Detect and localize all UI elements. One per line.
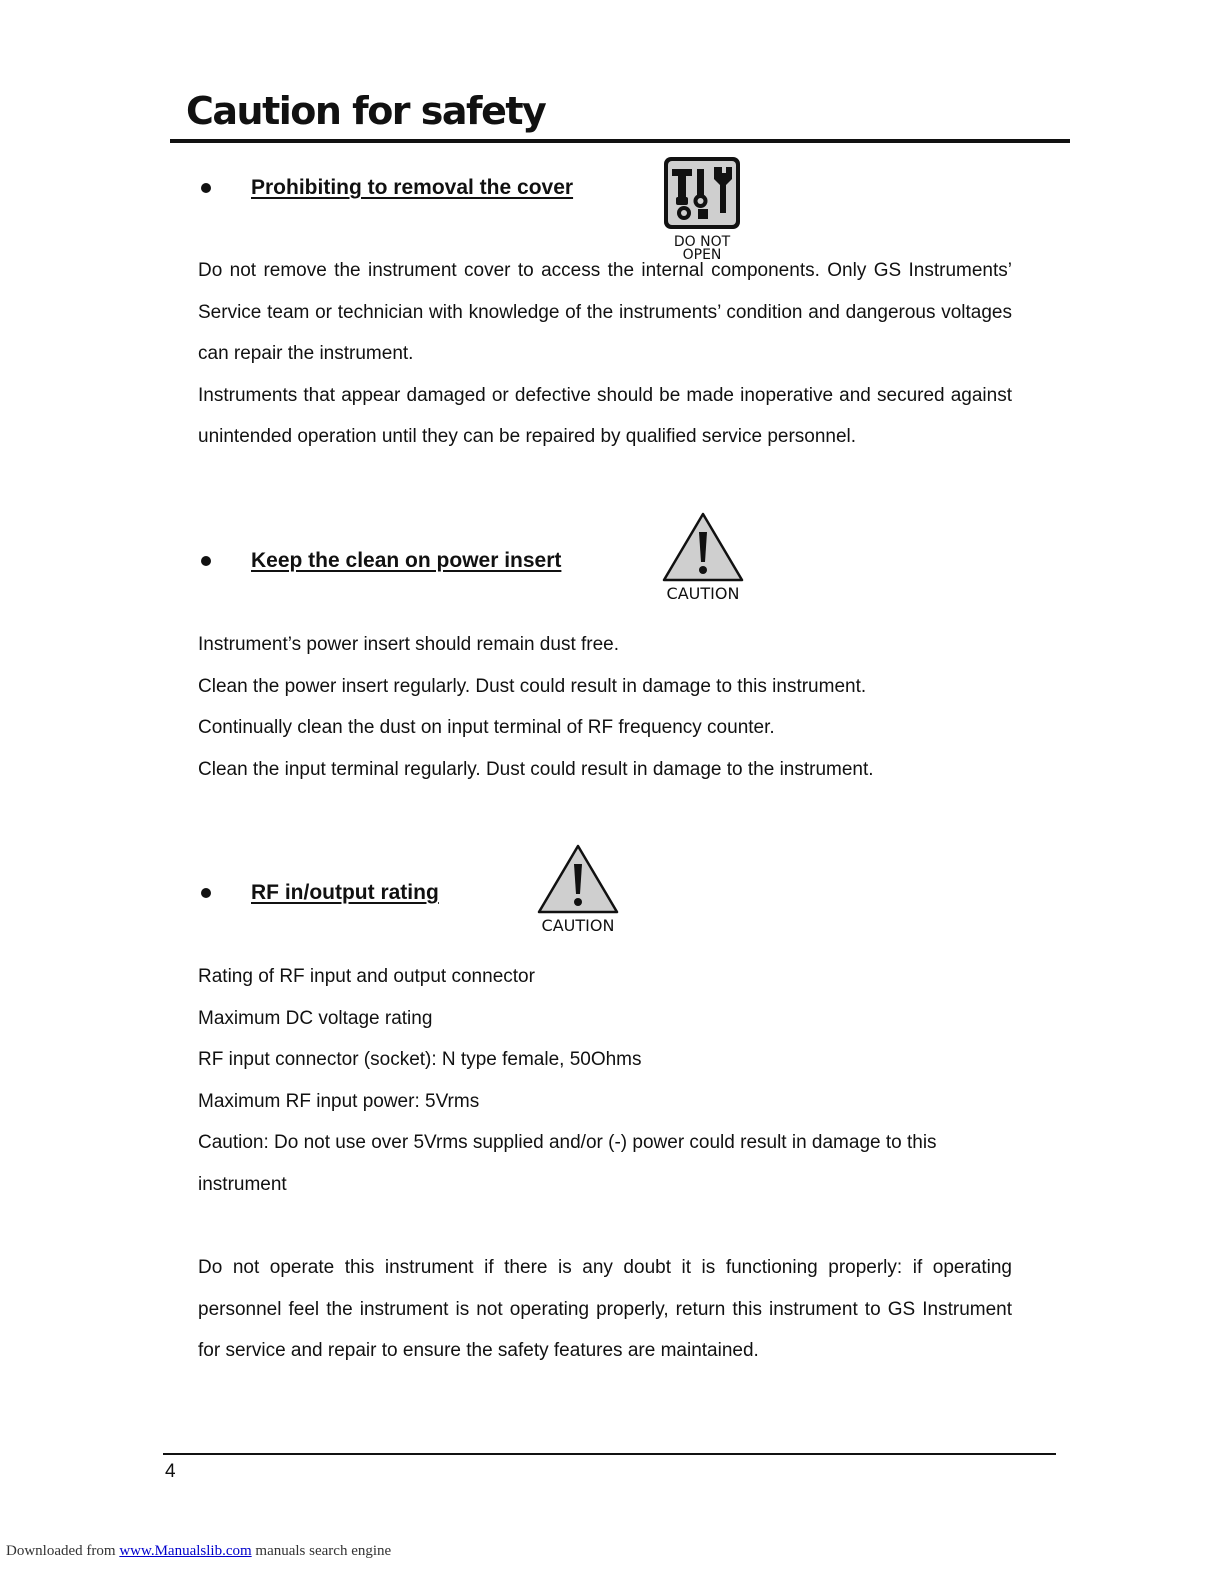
- icon-label-line-2: OPEN: [682, 247, 722, 263]
- paragraph: Maximum DC voltage rating: [198, 1007, 433, 1029]
- bullet-icon: [201, 556, 211, 566]
- footer-rule: [163, 1453, 1056, 1455]
- paragraph: Maximum RF input power: 5Vrms: [198, 1090, 480, 1112]
- section-heading-text: RF in/output rating: [251, 881, 439, 904]
- icon-label-line-1: DO NOT: [673, 234, 731, 250]
- icon-label: CAUTION: [541, 916, 615, 935]
- warning-triangle-icon: [537, 844, 619, 914]
- section-heading-power-insert: [198, 549, 561, 573]
- download-note: [6, 1543, 391, 1560]
- bullet-icon: [201, 183, 211, 193]
- section-body-remove-cover: [198, 247, 1012, 458]
- section-body-power-insert: [198, 624, 1012, 790]
- section-body-rf-rating: [198, 956, 1012, 1206]
- paragraph: Do not remove the instrument cover to access the internal components. Only GS Instruments’ Service team or technician with knowledge of the instruments’ condition and dangerous voltages can repair the instrument.: [198, 260, 1012, 365]
- caution-triangle-icon: [537, 844, 619, 935]
- manualslib-link[interactable]: www.Manualslib.com: [119, 1543, 252, 1559]
- caution-triangle-icon: [662, 512, 744, 603]
- download-note-suffix: manuals search engine: [251, 1543, 392, 1559]
- paragraph: RF input connector (socket): N type female, 50Ohms: [198, 1049, 642, 1071]
- download-note-prefix: Downloaded from: [6, 1543, 120, 1559]
- paragraph: Instruments that appear damaged or defective should be made inoperative and secured against unintended operation until they can be repaired by qualified service personnel.: [198, 384, 1012, 448]
- do-not-open-symbol-icon: [662, 155, 742, 231]
- paragraph: Clean the power insert regularly. Dust could result in damage to this instrument.: [198, 675, 867, 697]
- warning-triangle-icon: [662, 512, 744, 582]
- section-heading-remove-cover: [198, 176, 573, 200]
- section-heading-text: Keep the clean on power insert: [251, 549, 562, 572]
- paragraph: Continually clean the dust on input terminal of RF frequency counter.: [198, 717, 775, 739]
- paragraph: Clean the input terminal regularly. Dust could result in damage to the instrument.: [198, 758, 874, 780]
- do-not-open-icon: [662, 155, 742, 262]
- paragraph: Rating of RF input and output connector: [198, 966, 535, 987]
- title-rule: [170, 139, 1070, 143]
- page-title: Caution for safety: [186, 89, 546, 133]
- paragraph: Do not operate this instrument if there is any doubt it is functioning properly: if operating personnel feel the instrument is not operating properly, return this instrument to GS Instrument for service and repair to ensure the safety features are maintained.: [198, 1257, 1012, 1362]
- section-heading-text: Prohibiting to removal the cover: [251, 176, 574, 199]
- page-number: 4: [165, 1461, 176, 1482]
- paragraph: Caution: Do not use over 5Vrms supplied and/or (-) power could result in damage to this instrument: [198, 1132, 937, 1195]
- bullet-icon: [201, 888, 211, 898]
- paragraph: Instrument’s power insert should remain dust free.: [198, 634, 620, 655]
- closing-paragraph: [198, 1247, 1012, 1372]
- icon-label: CAUTION: [666, 584, 740, 603]
- section-heading-rf-rating: [198, 881, 439, 905]
